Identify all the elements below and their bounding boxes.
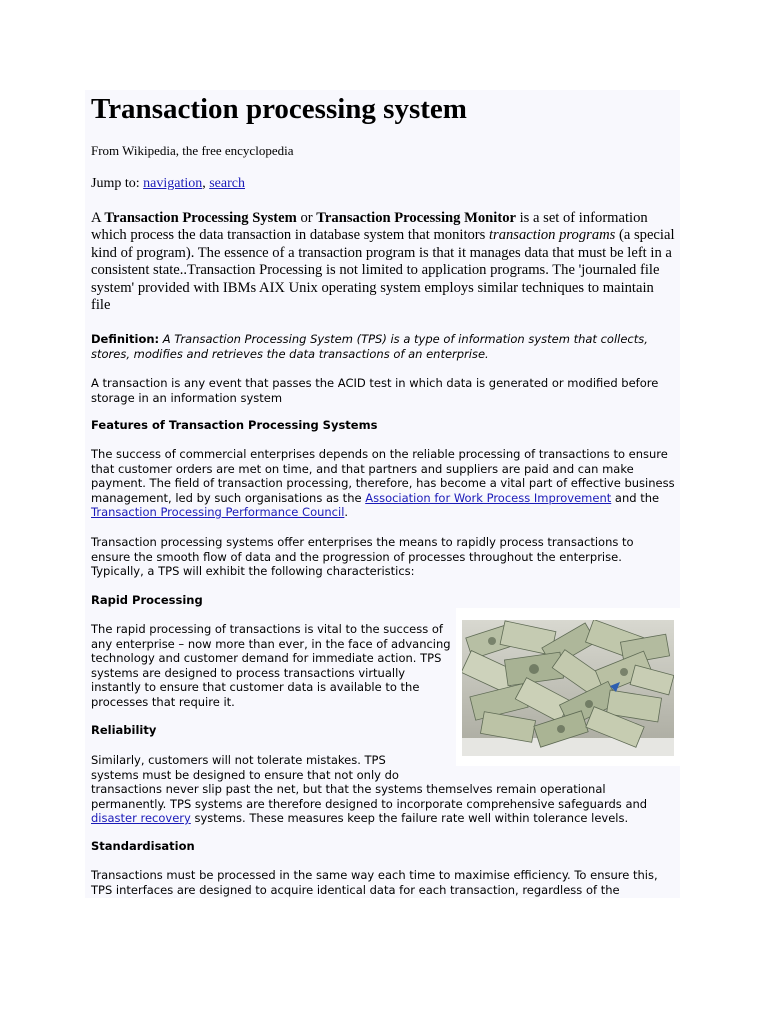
definition-label: Definition: [91, 332, 160, 346]
intro-part1: is a set of information which process the data transaction in database system that monitors [91, 210, 648, 244]
standardisation-paragraph: Transactions must be processed in the same way each time to maximise efficiency. To ensure this, TPS interfaces are designed to acquire identical data for each transaction, regardless of the [91, 868, 658, 897]
jump-to [91, 175, 245, 193]
tppc-link[interactable]: Transaction Processing Performance Council [91, 505, 345, 519]
success-paragraph [91, 447, 676, 520]
search-link[interactable]: search [209, 176, 245, 191]
intro-part2: (a special kind of program). The essence of a transaction program is that it manages data that must be left in a consistent state..Transaction Processing is not limited to application programs. The 'journaled file system' provided with IBMs AIX Unix operating system employs similar techniques to maintain file [91, 227, 675, 314]
navigation-link[interactable]: navigation [143, 176, 203, 191]
subtitle: From Wikipedia, the free encyclopedia [91, 143, 294, 158]
term-tps: Transaction Processing System [104, 210, 297, 226]
reliability-line1: Similarly, customers will not tolerate mistakes. TPS [91, 753, 386, 767]
rapid-processing-paragraph: The rapid processing of transactions is vital to the success of any enterprise – now more than ever, in the face of advancing technology and customer demand for immediate action. TPS systems are designed to process transactions virtually instantly to ensure that customer data is available to the processes that require it. [91, 622, 451, 709]
intro-paragraph [91, 210, 676, 314]
tps-paragraph: Transaction processing systems offer enterprises the means to rapidly process transactions to ensure the smooth flow of data and the progression of processes throughout the enterprise. Typically, a TPS will exhibit the following characteristics: [91, 535, 634, 578]
definition-text: A Transaction Processing System (TPS) is a type of information system that collects, stores, modifies and retrieves the data transactions of an enterprise. [91, 332, 648, 361]
reliability-end: systems. These measures keep the failure rate well within tolerance levels. [190, 811, 629, 825]
page-title: Transaction processing system [91, 93, 467, 125]
success-text: The success of commercial enterprises depends on the reliable processing of transactions to ensure that customer orders are met on time, and that partners and suppliers are paid and can make payment. The field of transaction processing, therefore, has become a vital part of effective business management, led by such organisations as the [91, 447, 675, 505]
reliability-heading: Reliability [91, 723, 157, 737]
success-and: and the [611, 490, 660, 505]
document-page [85, 90, 680, 898]
acid-paragraph: A transaction is any event that passes the ACID test in which data is generated or modified before storage in an information system [91, 376, 659, 405]
term-tpm: Transaction Processing Monitor [316, 210, 516, 226]
intro-or: or [296, 210, 317, 226]
term-transaction-programs: transaction programs [488, 227, 616, 244]
intro-a: A [91, 210, 105, 226]
reliability-rest: transactions never slip past the net, but that the systems themselves remain operational permanently. TPS systems are therefore designed to incorporate comprehensive safeguards and [91, 782, 648, 811]
jump-separator: , [202, 176, 210, 191]
money-photo [456, 608, 680, 766]
disaster-recovery-link[interactable]: disaster recovery [91, 811, 191, 825]
awpi-link[interactable]: Association for Work Process Improvement [365, 490, 612, 505]
reliability-line2: systems must be designed to ensure that not only do [91, 767, 399, 782]
standardisation-heading: Standardisation [91, 839, 195, 853]
jump-prefix: Jump to: [91, 176, 144, 191]
features-heading: Features of Transaction Processing Systems [91, 418, 378, 432]
success-end: . [344, 505, 349, 519]
rapid-processing-heading: Rapid Processing [91, 593, 203, 607]
banknotes-image [462, 620, 674, 756]
definition-paragraph [91, 332, 681, 361]
